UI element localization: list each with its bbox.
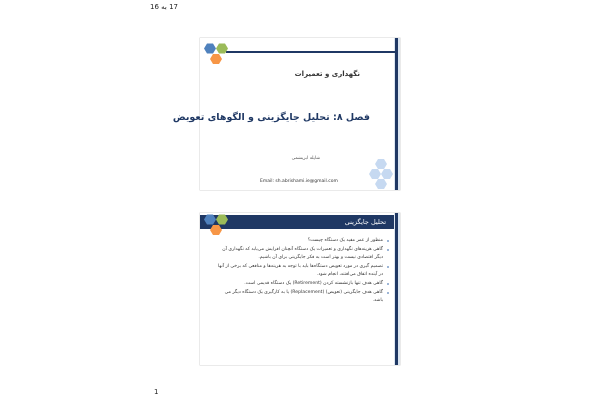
bullet-list bbox=[214, 237, 390, 306]
hexagon-green bbox=[216, 44, 228, 54]
hexagon-blue bbox=[204, 44, 216, 54]
bullet-item: گاهی هدف جایگزینی (تعویض) (Replacement) یا به کارگیری یک دستگاه دیگر می باشد. bbox=[214, 289, 390, 304]
hexagon-decoration-top bbox=[202, 214, 230, 236]
slide-subject: نگهداری و تعمیرات bbox=[294, 70, 360, 78]
hexagon-green bbox=[216, 215, 228, 225]
hexagon-orange bbox=[210, 225, 222, 235]
chapter-title: فصل ۸: تحلیل جایگزینی و الگوهای تعویض bbox=[172, 112, 370, 123]
title-slide bbox=[172, 38, 400, 190]
bullet-item: تصمیم گیری در مورد تعویض دستگاه‌ها باید با توجه به هزینه‌ها و منافعی که برخی از آنها در آینده اتفاق می‌افتند، انجام شود. bbox=[214, 263, 390, 278]
slide-top-rule bbox=[226, 51, 398, 53]
hexagon-decoration-bottom bbox=[366, 158, 396, 190]
bullet-item: گاهی هدف تنها بازنشسته کردن (Retirement) یک دستگاه قدیمی است. bbox=[214, 280, 390, 287]
bullet-item: گاهی هزینه‌های نگهداری و تعمیرات یک دستگاه آنچنان افزایش می‌یابد که نگهداری آن دیگر اقتصادی نیست و بهتر است به فکر جایگزینی برای آن باشیم. bbox=[214, 246, 390, 261]
slide-side-accent bbox=[395, 213, 398, 365]
slide-title: تحلیل جایگزینی bbox=[344, 218, 386, 226]
hexagon-decoration-top bbox=[202, 43, 230, 65]
content-slide bbox=[200, 213, 400, 365]
hexagon-blue bbox=[204, 215, 216, 225]
hexagon-orange bbox=[210, 54, 222, 64]
page-number: 1 bbox=[154, 388, 159, 396]
author-email[interactable]: Email: sh.abrishami.ie@gmail.com bbox=[260, 179, 338, 184]
bullet-item: منظور از عمر مفید یک دستگاه چیست؟ bbox=[214, 237, 390, 244]
page-header: 17 به 16 bbox=[150, 3, 178, 11]
author-name: شاپله ابریشمی bbox=[291, 156, 320, 161]
